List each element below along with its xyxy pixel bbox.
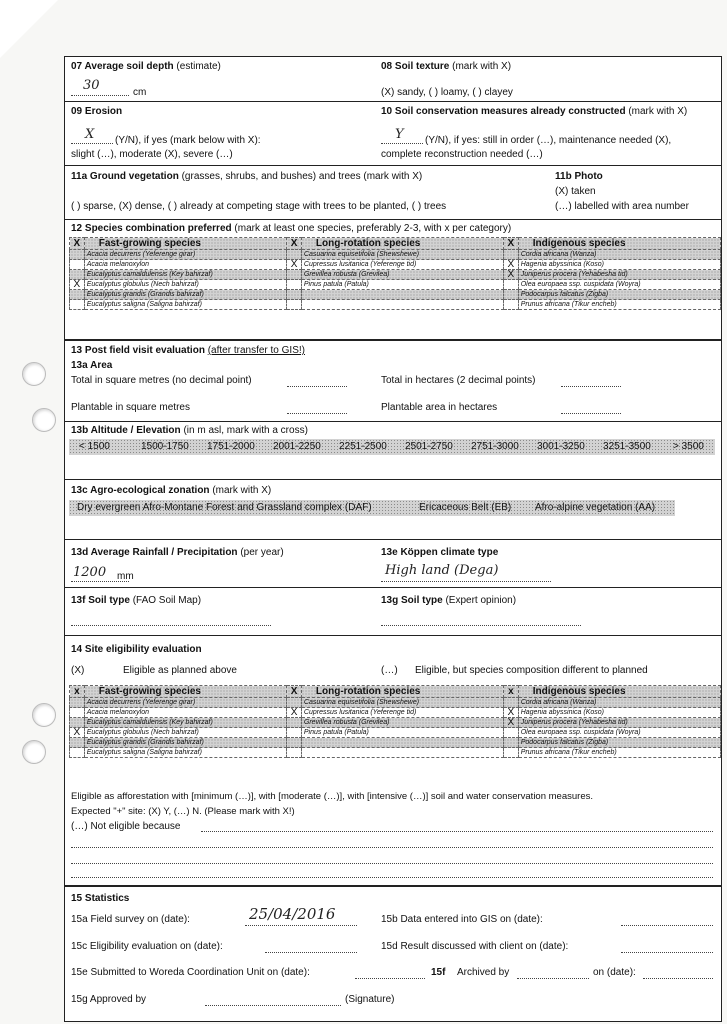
field-survey-value: 25/04/2016 xyxy=(249,905,336,923)
plantable-sqm-label: Plantable in square metres xyxy=(71,402,190,413)
altitude-option[interactable]: < 1500 xyxy=(79,441,110,452)
mark-cell[interactable]: X xyxy=(503,270,518,280)
afforestation-line: Eligible as afforestation with [minimum (…)], with [moderate (…)], with [intensive (…)] soil and water conservation measures. xyxy=(71,791,593,802)
ground-vegetation-label: 11a Ground vegetation (grasses, shrubs, and bushes) and trees (mark with X) xyxy=(71,171,423,182)
mark-cell[interactable] xyxy=(287,748,302,758)
table-row xyxy=(70,728,721,738)
mark-cell[interactable]: X xyxy=(503,718,518,728)
mark-cell[interactable] xyxy=(287,300,302,310)
mark-cell[interactable] xyxy=(287,250,302,260)
soil-depth-line xyxy=(71,95,129,96)
mark-cell[interactable] xyxy=(287,738,302,748)
erosion-line2: slight (…), moderate (X), severe (…) xyxy=(71,149,233,160)
species-cell: Olea europaea ssp. cuspidata (Woyra) xyxy=(518,280,720,290)
gis-entry-label: 15b Data entered into GIS on (date): xyxy=(381,914,543,925)
client-discussed-field[interactable] xyxy=(621,952,713,953)
divider xyxy=(65,101,721,102)
altitude-option[interactable]: 2251-2500 xyxy=(339,441,387,452)
eligible-different-label: Eligible, but species composition different to planned xyxy=(415,665,648,676)
species-cell: Eucalyptus camaldulensis (Key bahirzaf) xyxy=(84,270,286,280)
species-cell: Pinus patula (Patula) xyxy=(301,728,503,738)
area-label: 13a Area xyxy=(71,360,113,371)
soil-texture-options: (X) sandy, ( ) loamy, ( ) clayey xyxy=(381,87,513,98)
mark-cell[interactable] xyxy=(70,270,85,280)
species-cell: Prunus africana (Tikur encheb) xyxy=(518,748,720,758)
mark-column-header: X xyxy=(70,238,85,250)
species-cell xyxy=(301,738,503,748)
mark-column-header: x xyxy=(503,686,518,698)
mark-cell[interactable] xyxy=(70,718,85,728)
species-cell: Acacia melanoxylon xyxy=(84,708,286,718)
mark-cell[interactable]: X xyxy=(287,260,302,270)
archived-by-label: Archived by xyxy=(457,967,510,978)
mark-cell[interactable] xyxy=(503,290,518,300)
species-cell: Acacia decurrens (Yeferenge girar) xyxy=(84,698,286,708)
photo-taken: (X) taken xyxy=(555,186,596,197)
divider xyxy=(65,539,721,540)
species-cell: Olea europaea ssp. cuspidata (Woyra) xyxy=(518,728,720,738)
soil-conservation-label: 10 Soil conservation measures already constructed (mark with X) xyxy=(381,106,688,117)
mark-cell[interactable]: X xyxy=(287,708,302,718)
agro-option-daf[interactable]: Dry evergreen Afro-Montane Forest and Grassland complex (DAF) xyxy=(77,502,372,513)
gis-entry-field[interactable] xyxy=(621,925,713,926)
species-cell: Podocarpus falcatus (Zigba) xyxy=(518,738,720,748)
mark-cell[interactable] xyxy=(70,748,85,758)
divider xyxy=(65,165,721,166)
divider xyxy=(65,421,721,422)
mark-cell[interactable] xyxy=(503,728,518,738)
species-cell: Eucalyptus grandis (Grandis bahirzaf) xyxy=(84,290,286,300)
species-cell xyxy=(301,290,503,300)
species-cell: Prunus africana (Tikur encheb) xyxy=(518,300,720,310)
eligibility-date-label: 15c Eligibility evaluation on (date): xyxy=(71,941,223,952)
species-cell: Cupressus lusitanica (Yeferenge tid) xyxy=(301,708,503,718)
table-row xyxy=(70,698,721,708)
plantable-ha-field[interactable] xyxy=(561,413,621,414)
mark-cell[interactable] xyxy=(70,250,85,260)
divider xyxy=(65,635,721,636)
mark-cell[interactable] xyxy=(503,300,518,310)
altitude-option[interactable]: 3251-3500 xyxy=(603,441,651,452)
species-cell: Eucalyptus grandis (Grandis bahirzaf) xyxy=(84,738,286,748)
approved-by-field[interactable] xyxy=(205,1005,341,1006)
site-eligibility-label: 14 Site eligibility evaluation xyxy=(71,644,202,655)
signature-label: (Signature) xyxy=(345,994,395,1005)
agro-option-aa[interactable]: Afro-alpine vegetation (AA) xyxy=(535,502,656,513)
client-discussed-label: 15d Result discussed with client on (date): xyxy=(381,941,569,952)
table-row xyxy=(70,300,721,310)
koppen-field[interactable] xyxy=(381,581,551,582)
soil-type-expert-label: 13g Soil type (Expert opinion) xyxy=(381,595,517,606)
altitude-option[interactable]: 2501-2750 xyxy=(405,441,453,452)
expected-site-line: Expected "+" site: (X) Y, (…) N. (Please mark with X!) xyxy=(71,806,295,817)
species-cell: Juniperus procera (Yehabesha tid) xyxy=(518,718,720,728)
agro-zonation-label: 13c Agro-ecological zonation (mark with X) xyxy=(71,485,272,496)
mark-cell[interactable] xyxy=(503,748,518,758)
mark-cell[interactable] xyxy=(70,260,85,270)
table-row xyxy=(70,748,721,758)
mark-cell[interactable] xyxy=(287,270,302,280)
woreda-submitted-field[interactable] xyxy=(355,978,425,979)
species-cell: Acacia melanoxylon xyxy=(84,260,286,270)
field-survey-label: 15a Field survey on (date): xyxy=(71,914,190,925)
archived-by-field[interactable] xyxy=(517,978,589,979)
table-row xyxy=(70,718,721,728)
species-cell: Eucalyptus saligna (Saligna bahirzaf) xyxy=(84,748,286,758)
punch-hole xyxy=(32,703,56,727)
mark-column-header: X xyxy=(503,238,518,250)
rainfall-label: 13d Average Rainfall / Precipitation (per year) xyxy=(71,547,284,558)
woreda-submitted-label: 15e Submitted to Woreda Coordination Unit on (date): xyxy=(71,967,310,978)
mark-cell[interactable] xyxy=(287,728,302,738)
photo-label: 11b Photo xyxy=(555,171,603,182)
total-ha-field[interactable] xyxy=(561,386,621,387)
mark-cell[interactable] xyxy=(503,738,518,748)
agro-zonation-band xyxy=(69,500,675,516)
eligibility-date-field[interactable] xyxy=(265,952,357,953)
soil-conservation-value: Y xyxy=(395,127,404,142)
agro-option-eb[interactable]: Ericaceous Belt (EB) xyxy=(419,502,512,513)
altitude-options-band xyxy=(69,439,715,455)
koppen-value: High land (Dega) xyxy=(385,563,499,578)
mark-cell[interactable]: X xyxy=(70,280,85,290)
header-indigenous: Indigenous species xyxy=(518,686,720,698)
species-cell: Eucalyptus globulus (Nech bahirzaf) xyxy=(84,728,286,738)
mark-column-header: x xyxy=(70,686,85,698)
header-fast-growing: Fast-growing species xyxy=(84,238,286,250)
not-eligible-field[interactable] xyxy=(71,877,713,878)
eligible-planned-label: Eligible as planned above xyxy=(123,665,237,676)
altitude-option[interactable]: 2751-3000 xyxy=(471,441,519,452)
mark-cell[interactable]: X xyxy=(503,260,518,270)
ground-vegetation-options: ( ) sparse, (X) dense, ( ) already at competing stage with trees to be planted, ( ) trees xyxy=(71,201,447,212)
rainfall-value: 1200 xyxy=(73,565,107,580)
punch-hole xyxy=(22,740,46,764)
erosion-value: X xyxy=(85,127,95,142)
species-cell: Hagenia abyssinica (Koso) xyxy=(518,260,720,270)
mark-cell[interactable] xyxy=(70,708,85,718)
mark-cell[interactable] xyxy=(70,698,85,708)
divider xyxy=(65,885,721,887)
divider xyxy=(65,587,721,588)
mark-column-header: X xyxy=(287,686,302,698)
plantable-sqm-field[interactable] xyxy=(287,413,347,414)
not-eligible-field[interactable] xyxy=(71,863,713,864)
erosion-line xyxy=(71,143,113,144)
species-cell: Podocarpus falcatus (Zigba) xyxy=(518,290,720,300)
post-field-evaluation-label: 13 Post field visit evaluation (after transfer to GIS!) xyxy=(71,345,305,356)
folded-corner xyxy=(0,0,58,58)
species-cell: Eucalyptus saligna (Saligna bahirzaf) xyxy=(84,300,286,310)
rainfall-unit: mm xyxy=(117,571,134,582)
soil-texture-label: 08 Soil texture (mark with X) xyxy=(381,61,512,72)
plantable-ha-label: Plantable area in hectares xyxy=(381,402,498,413)
table-header-row xyxy=(70,686,721,698)
species-cell: Pinus patula (Patula) xyxy=(301,280,503,290)
mark-cell[interactable] xyxy=(70,300,85,310)
mark-column-header: X xyxy=(287,238,302,250)
species-cell: Cupressus lusitanica (Yeferenge tid) xyxy=(301,260,503,270)
altitude-label: 13b Altitude / Elevation (in m asl, mark with a cross) xyxy=(71,425,308,436)
not-eligible-field[interactable] xyxy=(201,831,713,832)
header-fast-growing: Fast-growing species xyxy=(84,686,286,698)
soil-type-fao-label: 13f Soil type (FAO Soil Map) xyxy=(71,595,202,606)
archived-date-field[interactable] xyxy=(643,978,713,979)
divider xyxy=(65,339,721,341)
eligible-different-mark[interactable]: (…) xyxy=(381,665,398,676)
mark-cell[interactable] xyxy=(70,738,85,748)
table-row xyxy=(70,260,721,270)
approved-by-label: 15g Approved by xyxy=(71,994,147,1005)
mark-cell[interactable] xyxy=(503,250,518,260)
soil-conservation-line xyxy=(381,143,423,144)
photo-labelled: (…) labelled with area number xyxy=(555,201,689,212)
header-long-rotation: Long-rotation species xyxy=(301,238,503,250)
total-sqm-field[interactable] xyxy=(287,386,347,387)
altitude-option[interactable]: 3001-3250 xyxy=(537,441,585,452)
species-cell: Grevillea robusta (Grevilea) xyxy=(301,270,503,280)
species-cell: Cordia africana (Wanza) xyxy=(518,698,720,708)
mark-cell[interactable] xyxy=(503,280,518,290)
altitude-option[interactable]: > 3500 xyxy=(673,441,704,452)
species-cell: Cordia africana (Wanza) xyxy=(518,250,720,260)
total-ha-label: Total in hectares (2 decimal points) xyxy=(381,375,536,386)
mark-cell[interactable] xyxy=(287,290,302,300)
not-eligible-label: (…) Not eligible because xyxy=(71,821,181,832)
altitude-option[interactable]: 1751-2000 xyxy=(207,441,255,452)
mark-cell[interactable] xyxy=(70,290,85,300)
table-row xyxy=(70,270,721,280)
table-row xyxy=(70,738,721,748)
soil-type-fao-field[interactable] xyxy=(71,625,271,626)
punch-hole xyxy=(22,362,46,386)
mark-cell[interactable] xyxy=(287,280,302,290)
koppen-label: 13e Köppen climate type xyxy=(381,547,499,558)
erosion-label: 09 Erosion xyxy=(71,106,123,117)
soil-depth-unit: cm xyxy=(133,87,147,98)
mark-cell[interactable] xyxy=(287,718,302,728)
species-cell: Juniperus procera (Yehabesha tid) xyxy=(518,270,720,280)
mark-cell[interactable]: X xyxy=(503,708,518,718)
erosion-line1: (Y/N), if yes (mark below with X): xyxy=(115,135,261,146)
species-cell: Grevillea robusta (Grevilea) xyxy=(301,718,503,728)
soil-depth-label: 07 Average soil depth (estimate) xyxy=(71,61,221,72)
eligible-planned-mark[interactable]: (X) xyxy=(71,665,85,676)
divider xyxy=(65,219,721,220)
species-cell: Eucalyptus globulus (Nech bahirzaf) xyxy=(84,280,286,290)
mark-cell[interactable]: X xyxy=(70,728,85,738)
punch-hole xyxy=(32,408,56,432)
not-eligible-field[interactable] xyxy=(71,847,713,848)
species-table-eligible xyxy=(69,685,721,758)
species-cell: Casuarina equisetifolia (Shewshewe) xyxy=(301,698,503,708)
soil-depth-value: 30 xyxy=(83,78,100,93)
table-row xyxy=(70,290,721,300)
header-indigenous: Indigenous species xyxy=(518,238,720,250)
total-sqm-label: Total in square metres (no decimal point) xyxy=(71,375,252,386)
divider xyxy=(65,479,721,480)
field-survey-field[interactable] xyxy=(245,925,357,926)
mark-cell[interactable] xyxy=(503,698,518,708)
statistics-label: 15 Statistics xyxy=(71,893,130,904)
archived-code: 15f xyxy=(431,967,446,978)
species-cell: Casuarina equisetifolia (Shewshewe) xyxy=(301,250,503,260)
archived-on-label: on (date): xyxy=(593,967,636,978)
table-row xyxy=(70,250,721,260)
header-long-rotation: Long-rotation species xyxy=(301,686,503,698)
species-cell xyxy=(301,300,503,310)
species-cell: Hagenia abyssinica (Koso) xyxy=(518,708,720,718)
soil-conservation-line1: (Y/N), if yes: still in order (…), maintenance needed (X), xyxy=(425,135,672,146)
species-cell xyxy=(301,748,503,758)
altitude-option[interactable]: 2001-2250 xyxy=(273,441,321,452)
table-row xyxy=(70,708,721,718)
survey-form xyxy=(64,56,722,1022)
soil-type-expert-field[interactable] xyxy=(381,625,581,626)
species-combination-label: 12 Species combination preferred (mark at least one species, preferably 2-3, with x per category) xyxy=(71,223,512,234)
mark-cell[interactable] xyxy=(287,698,302,708)
species-table-preferred xyxy=(69,237,721,310)
species-cell: Eucalyptus camaldulensis (Key bahirzaf) xyxy=(84,718,286,728)
soil-conservation-line2: complete reconstruction needed (…) xyxy=(381,149,543,160)
altitude-option[interactable]: 1500-1750 xyxy=(141,441,189,452)
table-row xyxy=(70,280,721,290)
table-header-row xyxy=(70,238,721,250)
species-cell: Acacia decurrens (Yeferenge girar) xyxy=(84,250,286,260)
